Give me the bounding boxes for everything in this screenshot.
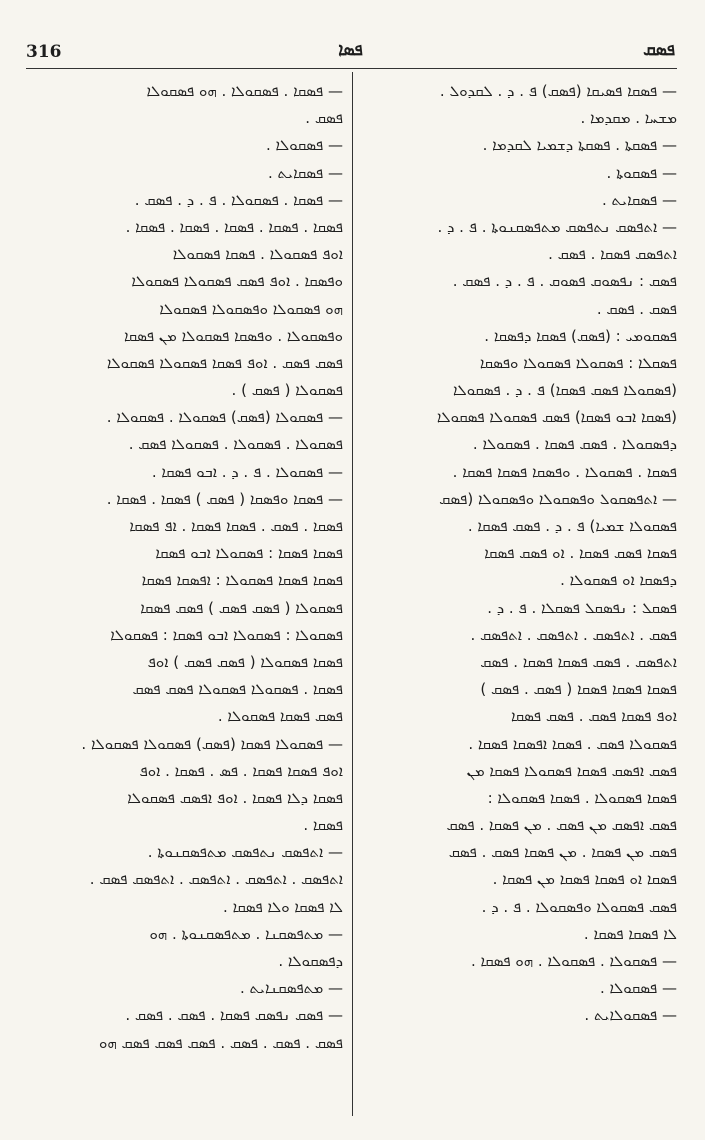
entry-line: (ܦܣܩܐ ܐܒܘ ܦܣܩܐ) ܦܣܩ ܦܣܩܘܠܐ ܦܣܩܘܠܐ [436,408,677,427]
entry-line: ܦܣܩ . ܐܬܦܣܩ . ܐܬܦܣܩ . ܐܬܦܣܩ . [470,625,677,644]
left-column [26,78,343,1116]
entry-line: — ܦܣܩܘܠܐܝܬ . [584,1006,677,1025]
entry-line: ܦܣܩܐ ܦܣܩܐ ܦܣܩܐ ( ܦܣܩ . ܦܣܩ ) [480,680,677,699]
entry-line: ܦܣܩ . ܦܣܩ . ܦܣܩ . ܦܣܩ ܦܣܩ ܦܣܩ ܗܘ [99,1033,343,1052]
entry-line: ܗܘ ܦܣܩܘܠܐ ܘܦܣܩܘܠܐ ܦܣܩܘܠܐ [159,299,343,318]
entry-line: ܦܣܩܐ ܦܣܩܘܠܐ . ܦܣܩܐ ܦܣܩܘܠܐ : [487,788,677,807]
entry-line: — ܐܬܦܣܩ ܢܬܦܣܩ ܡܬܦܣܩܢܘܬܐ . ܦ . ܕ . [437,217,677,236]
entry-line: ܦܣܩ . [305,109,343,128]
entry-line: — ܦܣܩܘܠܐ . [599,979,677,998]
entry-line: — ܦܣܩܘܠܐ (ܦܣܩ) ܦܣܩܘܠܐ . ܦܣܩܘܠܐ . [106,408,343,427]
entry-line: — ܦܣܩܘܠܐ . ܦ . ܕ . ܐܒܘ ܦܣܩܐ . [151,462,343,481]
entry-line: — ܦܣܩܘܬܐ . [606,163,677,182]
entry-line: (ܦܣܩܘܠܐ ܦܣܩ ܦܣܩܐ) ܦ . ܕ . ܦܣܩܘܠܐ [452,381,677,400]
entry-line: — ܦܣܩܘܠܐ . ܦܣܩܘܠܐ . ܗܘ ܦܣܩܐ . [470,952,677,970]
entry-line: ܐܬܦܣܩ . ܦܣܩ ܦܣܩܐ ܦܣܩܐ . ܦܣܩ [480,652,677,671]
page-number: 316 [26,42,62,62]
entry-line: — ܦܣܩܐ . ܦܣܩܘܠܐ . ܦ . ܕ . ܦܣܩ . [134,190,343,209]
entry-line: — ܦܣܩܐ . ܦܣܩܘܠܐ . ܗܘ ܦܣܩܘܠܐ [146,82,343,100]
entry-line: — ܐܬܦܣܩ ܢܬܦܣܩ ܡܬܦܣܩܢܘܬܐ . [147,843,343,862]
entry-line: ܦܣܩ : ܢܦܣܘܩ ܦܣܘܩ . ܦ . ܕ . ܦܣܩ . [452,272,677,291]
entry-line: ܦܣܩܐ ܦܣܩ ܦܣܩܐ . ܐܘ ܦܣܩ ܦܣܩܐ [484,544,677,563]
entry-line: ܦܣܩ ܦܣܩ . ܐܘܦ ܦܣܩܐ ܦܣܩܘܠܐ ܦܣܩܘܠܐ [106,353,343,372]
entry-line: ܦܣܩܘܠܐ ܦܣܩ . ܦܣܩܐ ܐܦܣܩܐ ܦܣܩܐ . [468,734,677,753]
entry-line: ܕܦܣܩܐ ܐܘ ܦܣܩܘܠܐ . [560,571,677,590]
entry-line: ܦܣܩܐ . [303,816,343,835]
entry-line: — ܡܬܦܣܩܢܐܝܬ . [239,979,343,998]
entry-line: ܦܣܩܘܠܐ ܫܡܝܐ) ܦ . ܕ . ܦܣܩ ܦܣܩܐ . [467,517,677,535]
entry-line: — ܦܣܩܐܝܬ . [268,163,343,182]
entry-line: ܦܣܩ ܐܦܣܩ ܡܢ ܦܣܩ . ܡܢ ܦܣܩܐ . ܦܣܩ [446,816,677,835]
entry-line: ܦܣܩܘܠܐ ( ܦܣܩ ) . [231,381,343,400]
entry-line: ܦܣܩ ܦܣܩܐ ܦܣܩܘܠܐ . [217,707,343,726]
entry-line: — ܦܣܩ ܢܦܣܩ ܦܣܩܐ . ܦܣܩ . ܦܣܩ . [125,1006,343,1025]
entry-line: ܦܣܩܐ . ܦܣܩ . ܦܣܩܐ ܦܣܩܐ . ܐܦ ܦܣܩܐ [129,517,343,535]
entry-line: ܦܣܩܐ . ܦܣܩܐ . ܦܣܩܐ . ܦܣܩܐ . ܦܣܩܐ . [125,217,343,236]
entry-line: ܐܘܦ ܦܣܩܐ ܦܣܩ . ܦܣܩ ܦܣܩܐ [510,707,677,726]
entry-line: — ܡܬܦܣܩܢܐ . ܡܬܦܣܩܢܘܬܐ . ܗܘ [149,924,343,943]
right-column [362,78,677,1116]
entry-line: ܦܣܩܠ : ܢܦܣܩܠ ܦܣܩܠܐ . ܦ . ܕ . [487,598,677,617]
entry-line: ܐܘܦ ܦܣܩܐ ܦܣܩܐ . ܦܣ . ܦܣܩܐ . ܐܘܦ [139,761,343,780]
entry-line: ܦܣܩܐ ܦܣܩܐ ܦܣܩܘܠܐ : ܐܦܣܩܐ ܦܣܩܐ [141,571,343,590]
entry-line: — ܦܣܩܬܐ . ܦܣܩܬܐ ܕܫܡܝܐ ܠܩܕܡܐ . [482,136,677,155]
entry-line: — ܦܣܩܐܝܬ . [602,190,677,209]
entry-line: — ܦܣܩܘܠܐ . [265,136,343,155]
entry-line: ܕܦܣܩܘܠܐ . ܦܣܩ ܦܣܩܐ . ܦܣܩܘܠܐ . [472,435,677,454]
entry-line: ܘܦܣܩܐ . ܐܘܦ ܦܣܩ ܦܣܩܘܠܐ ܦܣܩܘܠܐ [131,272,343,291]
entry-line: ܦܣܩܐ ܦܣܩܐ : ܦܣܩܘܠܐ ܐܒܘ ܦܣܩܐ [155,544,343,563]
entry-line: — ܐܬܦܣܩܘܠ ܘܦܣܩܘܠܐ ܘܦܣܩܘܠܐ (ܦܣܩ [439,489,677,508]
column-divider [352,72,353,1116]
entry-line: ܡܫܚܐ . ܡܩܕܡܐ . [580,109,677,128]
running-head-right: ܦܣܩ [643,40,675,60]
entry-line: ܦܣܩ ܦܣܩܘܠܐ ܘܦܣܩܘܠܐ . ܦ . ܕ . [481,897,677,916]
page-header [26,38,675,72]
entry-line: ܕܦܣܩܘܠܐ . [278,952,343,970]
entry-line: ܐܘܦ ܦܣܩܘܠܐ . ܦܣܩܐ ܦܣܩܘܠܐ [172,245,343,264]
entry-line: ܦܣܩܘܠܐ . ܦܣܩܘܠܐ . ܦܣܩܘܠܐ ܦܣܩ . [128,435,343,454]
entry-line: ܦܣܩܘܠܐ : ܦܣܩܘܠܐ ܐܒܘ ܦܣܩܐ : ܦܣܩܘܠܐ [110,625,343,644]
entry-line: — ܦܣܩܘܠܐ ܦܣܩܐ (ܦܣܩ) ܦܣܩܘܠܐ ܦܣܩܘܠܐ . [81,734,343,753]
entry-line: ܦܣܩ . ܦܣܩ . [596,299,677,318]
entry-line: ܠܐ ܦܣܩܐ ܦܣܩܐ . [583,924,677,943]
entry-line: ܦܣܩܠܐ : ܦܣܩܘܠܐ ܦܣܩܘܠܐ ܘܦܣܩܐ [479,353,677,372]
entry-line: ܐܬܦܣܩ . ܐܬܦܣܩ . ܐܬܦܣܩ . ܐܬܦܣܩ ܦܣܩ . [89,870,343,889]
entry-line: — ܦܣܩܐ ܘܦܣܩܐ ( ܦܣܩ ) ܦܣܩܐ . ܦܣܩܐ . [106,489,343,508]
entry-line: ܦܣܩܐ . ܦܣܩܘܠܐ ܦܣܩܘܠܐ ܦܣܩ ܦܣܩ [132,680,343,699]
entry-line: ܘܦܣܩܘܠܐ . ܘܦܣܩܐ ܦܣܩܘܠܐ ܡܢ ܦܣܩܐ [123,326,343,345]
entry-line: ܦܣܩܐ ܦܣܩܘܠܐ ( ܦܣܩ ܦܣܩ ) ܐܘܦ [147,652,343,671]
running-head-center: ܦܣܐ [338,40,363,60]
entry-line: ܐܬܦܣܩ ܦܣܩܐ . ܦܣܩ . [548,245,677,264]
entry-line: ܦܣܩ ܡܢ ܦܣܩܐ . ܡܢ ܦܣܩܐ ܦܣܩ . ܦܣܩ [448,843,677,862]
header-rule [26,68,677,69]
entry-line: ܦܣܩܘܡܝ : (ܦܣܩ) ܦܣܩܐ ܕܦܣܩܐ . [484,326,677,345]
entry-line: ܦܣܩܐ ܐܘ ܦܣܩܐ ܦܣܩܐ ܡܢ ܦܣܩܐ . [492,870,677,889]
entry-line: ܦܣܩܐ ܕܠܐ ܦܣܩܐ . ܐܘܦ ܐܦܣܩ ܦܣܩܘܠܐ [127,788,343,807]
entry-line: ܦܣܩ ܐܦܣܩ ܦܣܩܐ ܦܣܩܘܠܐ ܦܣܩܐ ܡܢ [466,761,677,780]
entry-line: ܦܣܩܐ . ܦܣܩܘܠܐ . ܘܦܣܩܐ ܦܣܩܐ ܦܣܩܐ . [452,462,677,481]
entry-line: ܠܐ ܦܣܩܐ ܘܠܐ ܦܣܩܐ . [223,897,343,916]
entry-line: — ܦܣܩܐ ܦܣܝܩܐ (ܦܣܩ) ܦ . ܕ . ܠܩܕܘܠ . [439,82,677,100]
entry-line: ܦܣܩܘܠܐ ( ܦܣܩ ܦܣܩ ) ܦܣܩ ܦܣܩܐ [140,598,343,617]
